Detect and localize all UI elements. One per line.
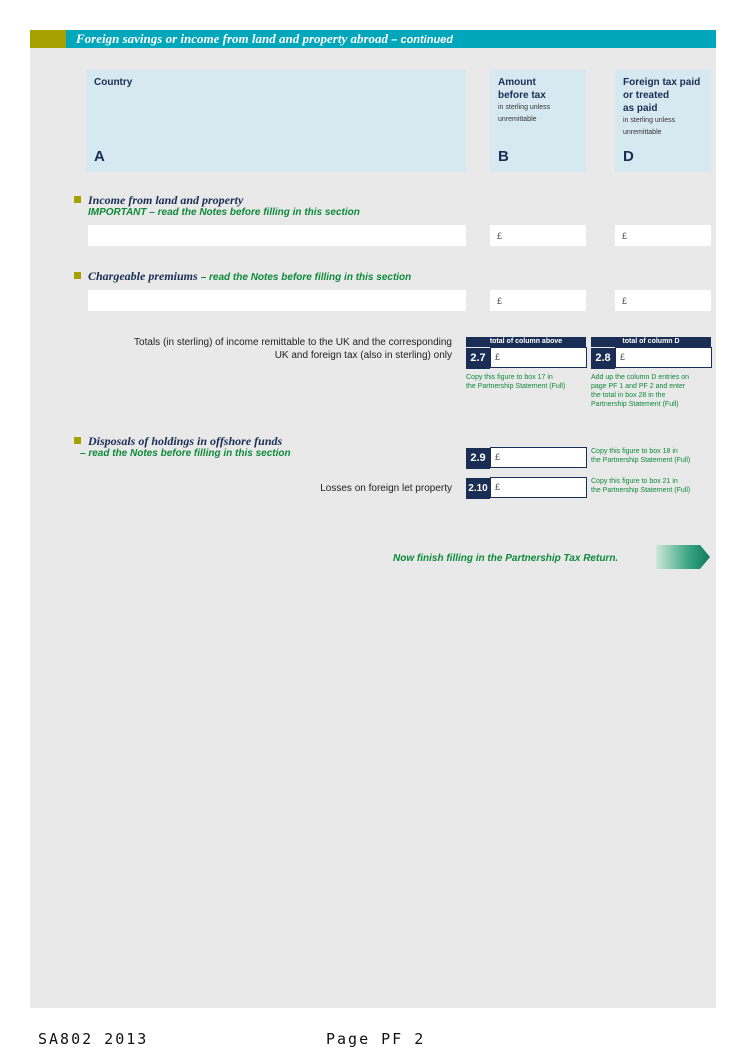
finish-instruction: Now finish filling in the Partnership Tax Return. (393, 553, 619, 564)
land-country-input[interactable] (88, 225, 466, 246)
box-2-7-note (466, 373, 591, 391)
currency-symbol: £ (497, 296, 503, 306)
premiums-section-title (88, 269, 411, 284)
column-foreign-tax-title-1: Foreign tax paid (623, 77, 701, 88)
column-foreign-tax-sub-2: unremittable (623, 129, 662, 136)
box-2-10-number: 2.10 (466, 478, 490, 499)
totals-label-line-2: UK and foreign tax (also in sterling) only (274, 350, 452, 361)
section-bullet (74, 437, 81, 444)
box-2-10-note (591, 477, 715, 495)
land-foreign-tax-input[interactable] (615, 225, 711, 246)
box-2-7-number: 2.7 (466, 348, 490, 369)
totals-label (90, 336, 452, 362)
column-foreign-tax-title (623, 76, 700, 115)
column-foreign-tax-sub-1: in sterling unless (623, 117, 676, 124)
currency-symbol: £ (622, 296, 628, 306)
currency-symbol: £ (620, 352, 626, 362)
currency-symbol: £ (495, 352, 501, 362)
column-amount-title (498, 76, 546, 102)
arrow-right-icon (656, 545, 710, 569)
column-foreign-tax-title-2: or treated (623, 90, 670, 101)
column-letter-b: B (498, 148, 509, 165)
premiums-amount-input[interactable] (490, 290, 586, 311)
totals-label-line-1: Totals (in sterling) of income remittable to the UK and the corresponding (134, 337, 452, 348)
currency-symbol: £ (497, 231, 503, 241)
section-title (76, 31, 453, 47)
section-bullet (74, 272, 81, 279)
page-number: Page PF 2 (326, 1030, 426, 1048)
offshore-section-note: – read the Notes before filling in this section (80, 448, 291, 459)
box-2-10-input[interactable] (490, 477, 587, 498)
premiums-country-input[interactable] (88, 290, 466, 311)
box-2-8-note-3: the total in box 28 in the (591, 392, 666, 399)
box-2-8-note-2: page PF 1 and PF 2 and enter (591, 383, 686, 390)
currency-symbol: £ (495, 482, 501, 492)
box-2-9-number: 2.9 (466, 448, 490, 469)
column-amount-sub-1: in sterling unless (498, 104, 551, 111)
column-header-foreign-tax (615, 70, 711, 172)
box-2-7-note-1: Copy this figure to box 17 in (466, 374, 553, 381)
column-foreign-tax-title-3: as paid (623, 103, 658, 114)
column-header-country (86, 70, 466, 172)
land-section-title: Income from land and property (88, 193, 244, 207)
box-2-9-note-2: the Partnership Statement (Full) (591, 457, 691, 464)
box-2-7-header: total of column above (466, 337, 586, 347)
header-accent (30, 30, 66, 48)
box-2-8-note-4: Partnership Statement (Full) (591, 401, 679, 408)
box-2-10-note-1: Copy this figure to box 21 in (591, 478, 678, 485)
box-2-9-input[interactable] (490, 447, 587, 468)
premiums-note: – read the Notes before filling in this section (200, 272, 412, 283)
losses-label: Losses on foreign let property (320, 483, 452, 494)
column-letter-a: A (94, 148, 105, 165)
land-section-note: IMPORTANT – read the Notes before filling in this section (88, 207, 360, 218)
box-2-7-input[interactable] (490, 347, 587, 368)
box-2-8-input[interactable] (615, 347, 712, 368)
column-header-amount (490, 70, 586, 172)
currency-symbol: £ (495, 452, 501, 462)
premiums-foreign-tax-input[interactable] (615, 290, 711, 311)
form-page-panel (30, 30, 716, 1008)
land-amount-input[interactable] (490, 225, 586, 246)
box-2-8-note-1: Add up the column D entries on (591, 374, 690, 381)
section-bullet (74, 196, 81, 203)
box-2-9-note-1: Copy this figure to box 18 in (591, 448, 678, 455)
premiums-title-text: Chargeable premiums (88, 269, 198, 283)
section-title-sub: – continued (391, 34, 454, 46)
box-2-10-note-2: the Partnership Statement (Full) (591, 487, 691, 494)
column-country-title: Country (94, 77, 133, 88)
column-amount-sub-2: unremittable (498, 116, 537, 123)
offshore-section-title: Disposals of holdings in offshore funds (88, 434, 283, 448)
box-2-8-note (591, 373, 715, 409)
box-2-8-number: 2.8 (591, 348, 615, 369)
section-title-text: Foreign savings or income from land and property abroad (76, 31, 389, 46)
box-2-7-note-2: the Partnership Statement (Full) (466, 383, 566, 390)
column-amount-title-2: before tax (498, 90, 546, 101)
form-reference: SA802 2013 (38, 1030, 149, 1048)
currency-symbol: £ (622, 231, 628, 241)
column-amount-title-1: Amount (498, 77, 536, 88)
box-2-9-note (591, 447, 715, 465)
column-letter-d: D (623, 148, 634, 165)
box-2-8-header: total of column D (591, 337, 711, 347)
